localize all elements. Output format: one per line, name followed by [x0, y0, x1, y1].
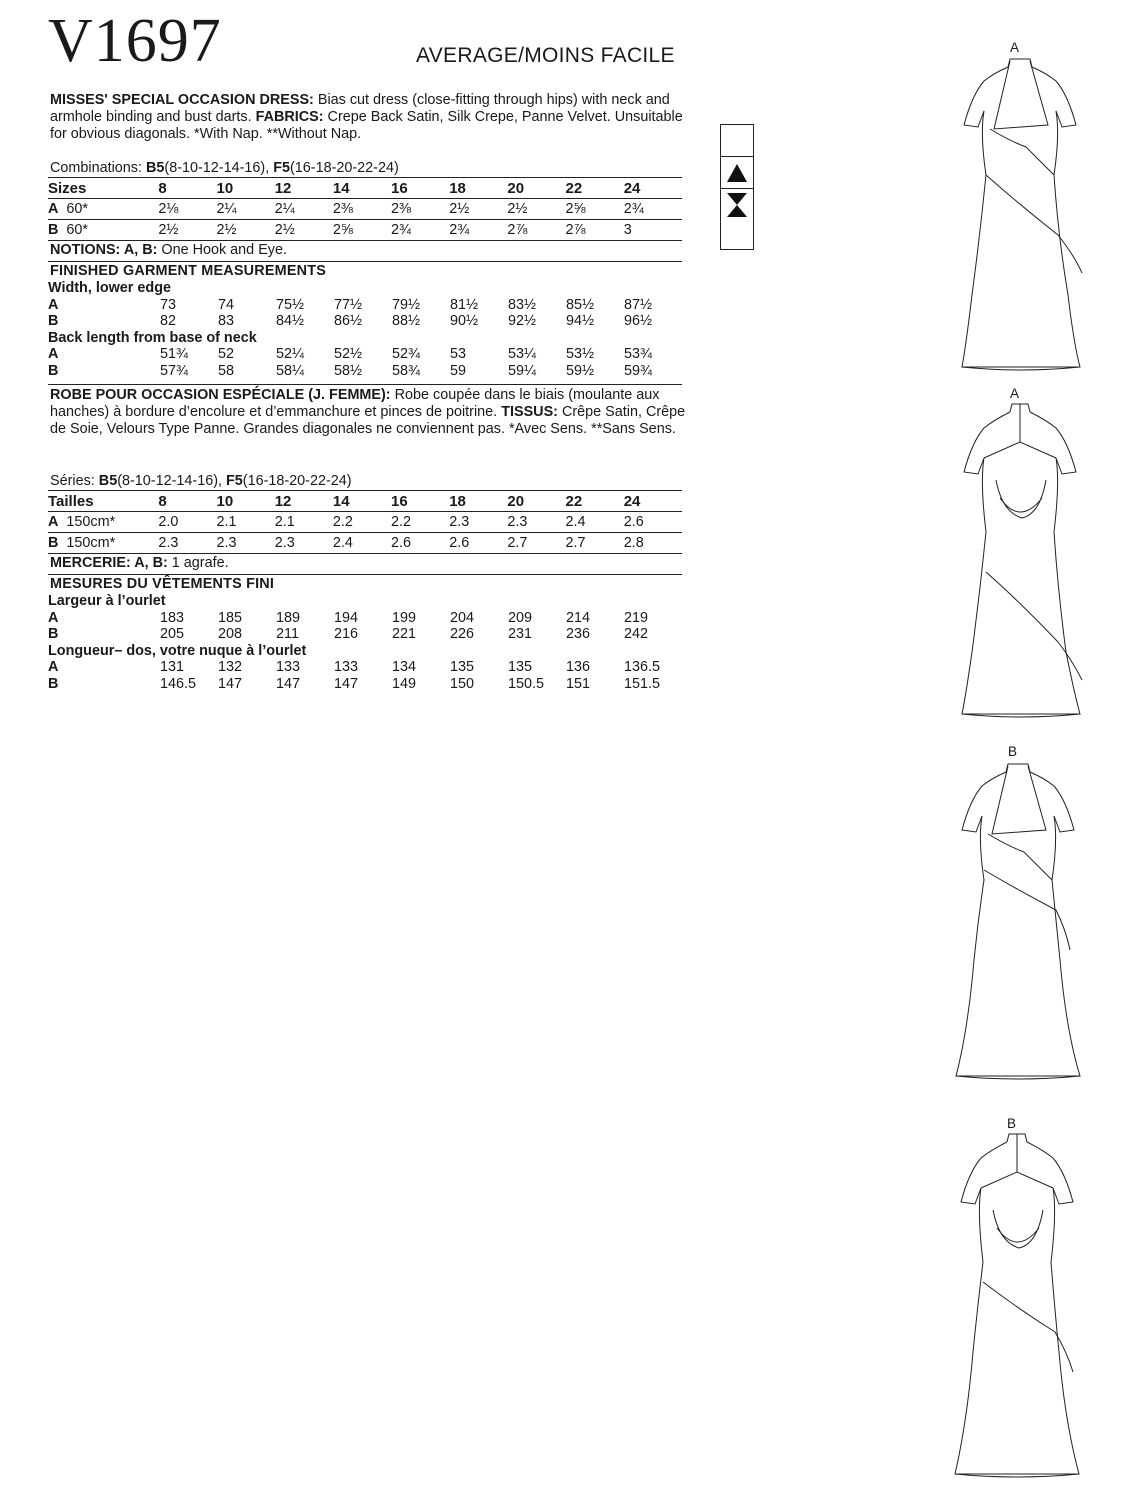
nap-symbol-with-nap [721, 157, 753, 189]
measure-cell: 149 [392, 675, 417, 692]
measure-cell: 86½ [334, 313, 363, 329]
divider [48, 574, 682, 575]
measure-cell: 79½ [392, 296, 421, 313]
combo-f5: F5 [273, 160, 290, 176]
size-header-cell: 24 [624, 491, 682, 512]
yardage-cell: 2¾ [449, 220, 507, 241]
yardage-row-a [48, 199, 682, 220]
notions-body: 1 agrafe. [167, 555, 229, 571]
measure-row [48, 626, 682, 643]
measure-cell: 58 [218, 362, 235, 379]
measure-view-label: B [48, 675, 59, 692]
yardage-cell: 2⅝ [333, 220, 391, 241]
measure-row [48, 297, 682, 314]
measure-cell: 208 [218, 626, 243, 642]
measure-view-label: A [48, 346, 59, 362]
triangle-up-icon [726, 162, 748, 184]
measure-cell: 216 [334, 626, 359, 642]
measure-cell: 58¼ [276, 362, 305, 379]
yardage-row-b [48, 533, 682, 554]
yardage-cell: 2⅜ [391, 199, 449, 220]
yardage-cell: 2½ [275, 220, 333, 241]
yardage-cell: 2½ [158, 220, 216, 241]
yardage-cell: 2.3 [275, 533, 333, 554]
measure-cell: 211 [276, 626, 299, 642]
english-notions [50, 242, 287, 258]
yardage-header-row [48, 491, 682, 512]
measure-cell: 82 [160, 313, 177, 329]
size-header-cell: 20 [507, 491, 565, 512]
size-header-cell: 8 [158, 178, 216, 199]
measure-subheader-row [48, 280, 682, 297]
measure-cell: 52¼ [276, 346, 305, 362]
yardage-cell: 2⅞ [507, 220, 565, 241]
measure-cell: 136 [566, 659, 591, 675]
combinations-label: Combinations: [50, 160, 146, 176]
measurements-title: MESURES DU VÊTEMENTS FINI [50, 576, 275, 592]
divider [48, 384, 682, 385]
english-description [50, 92, 690, 143]
yardage-row-a [48, 512, 682, 533]
measure-cell: 132 [218, 659, 243, 675]
difficulty-rating: AVERAGE/MOINS FACILE [416, 44, 675, 67]
fabrics-label: TISSUS: [501, 404, 558, 420]
yardage-header-row [48, 178, 682, 199]
measure-cell: 209 [508, 609, 533, 626]
measure-cell: 231 [508, 626, 533, 642]
dress-b-front-illustration [948, 760, 1088, 1080]
measure-row [48, 313, 682, 330]
notions-body: One Hook and Eye. [157, 242, 287, 258]
combo-f5-range: (16-18-20-22-24) [289, 160, 399, 176]
measure-cell: 58½ [334, 362, 363, 379]
width-lower-edge-label: Largeur à l’ourlet [48, 593, 166, 609]
fabric-width: 150cm* [66, 514, 116, 530]
measure-cell: 135 [450, 659, 475, 675]
size-header-cell: 16 [391, 491, 449, 512]
notions-label: MERCERIE: A, B: [50, 555, 168, 571]
measure-view-label: A [48, 296, 59, 313]
size-header-cell: 22 [566, 491, 624, 512]
size-header-cell: 12 [275, 491, 333, 512]
yardage-row-b [48, 220, 682, 241]
measure-cell: 199 [392, 609, 417, 626]
yardage-cell: 2.2 [333, 512, 391, 533]
fabric-width: 150cm* [66, 535, 116, 551]
yardage-cell: 2.4 [566, 512, 624, 533]
measure-cell: 53½ [566, 346, 595, 362]
yardage-cell: 2.6 [391, 533, 449, 554]
yardage-cell: 2.3 [217, 533, 275, 554]
dress-b-back-illustration [947, 1132, 1087, 1482]
english-yardage-table [48, 177, 682, 241]
french-measurements-table [48, 593, 682, 692]
fabrics-body: Crêpe Satin, Crêpe de Soie, Velours Type Panne. Grandes diagonales ne conviennent pas. *Avec Sens. **Sans Sens. [50, 404, 686, 437]
measure-cell: 83½ [508, 296, 537, 313]
measure-cell: 135 [508, 659, 533, 675]
size-header-cell: 18 [449, 178, 507, 199]
english-combinations [50, 160, 399, 176]
yardage-cell: 2.1 [217, 512, 275, 533]
measure-cell: 134 [392, 659, 417, 675]
measure-cell: 219 [624, 609, 649, 626]
description-title: MISSES' SPECIAL OCCASION DRESS: [50, 92, 314, 108]
yardage-cell: 2⅝ [566, 199, 624, 220]
measure-cell: 87½ [624, 296, 653, 313]
yardage-cell: 2.1 [275, 512, 333, 533]
description-body: Robe coupée dans le biais (moulante aux hanches) à bordure d’encolure et d’emmanchure et pinces de poitrine. [50, 387, 660, 420]
size-header-cell: 12 [275, 178, 333, 199]
measure-cell: 147 [276, 675, 301, 692]
sizes-header-label: Sizes [48, 178, 158, 199]
measure-cell: 74 [218, 296, 235, 313]
yardage-view-label [48, 533, 158, 554]
measure-cell: 58¾ [392, 362, 421, 379]
measure-view-label: B [48, 362, 59, 379]
size-header-cell: 18 [449, 491, 507, 512]
measure-cell: 214 [566, 609, 591, 626]
measure-cell: 59¼ [508, 362, 537, 379]
measure-cell: 204 [450, 609, 475, 626]
dress-a-front-illustration [950, 55, 1090, 375]
yardage-cell: 2.7 [566, 533, 624, 554]
measure-cell: 131 [160, 659, 185, 675]
measure-cell: 51¾ [160, 346, 189, 362]
measure-row [48, 346, 682, 363]
measure-cell: 90½ [450, 313, 479, 329]
yardage-cell: 2⅜ [333, 199, 391, 220]
view-label-b-front: B [1008, 744, 1018, 759]
yardage-cell: 2.6 [624, 512, 682, 533]
measure-subheader-row [48, 643, 682, 660]
pattern-number: V1697 [48, 7, 222, 75]
yardage-cell: 2¼ [275, 199, 333, 220]
measure-cell: 205 [160, 626, 185, 642]
measure-cell: 96½ [624, 313, 653, 329]
combo-b5: B5 [146, 160, 165, 176]
combo-b5-range: (8-10-12-14-16), [164, 160, 274, 176]
yardage-cell: 2⅛ [158, 199, 216, 220]
measure-cell: 194 [334, 609, 359, 626]
measure-cell: 83 [218, 313, 235, 329]
sizes-header-label: Tailles [48, 491, 158, 512]
measure-cell: 185 [218, 609, 243, 626]
yardage-cell: 2⅞ [566, 220, 624, 241]
measure-cell: 59 [450, 362, 467, 379]
french-notions [50, 555, 229, 571]
measure-view-label: B [48, 626, 59, 642]
measure-row [48, 676, 682, 693]
back-length-label: Back length from base of neck [48, 329, 257, 346]
combo-f5-range: (16-18-20-22-24) [242, 473, 352, 489]
measure-subheader-row [48, 593, 682, 610]
measure-cell: 57¾ [160, 362, 189, 379]
measure-cell: 81½ [450, 296, 479, 313]
fabrics-label: FABRICS: [255, 109, 324, 125]
fabric-width: 60* [66, 201, 89, 217]
yardage-cell: 2¼ [217, 199, 275, 220]
view-letter: B [48, 535, 59, 551]
nap-symbol-legend [720, 124, 754, 250]
french-description [50, 387, 690, 438]
width-lower-edge-label: Width, lower edge [48, 280, 171, 296]
size-header-cell: 20 [507, 178, 565, 199]
measure-cell: 151.5 [624, 675, 661, 692]
measure-cell: 221 [392, 626, 417, 642]
english-measurements-table [48, 280, 682, 379]
combo-b5-range: (8-10-12-14-16), [117, 473, 226, 489]
combo-f5: F5 [225, 473, 243, 489]
yardage-cell: 2.6 [449, 533, 507, 554]
measure-view-label: A [48, 659, 59, 675]
measure-cell: 147 [334, 675, 359, 692]
fabric-width: 60* [66, 222, 89, 238]
measure-cell: 92½ [508, 313, 537, 329]
yardage-cell: 2.3 [507, 512, 565, 533]
measure-cell: 189 [276, 609, 301, 626]
measure-cell: 236 [566, 626, 591, 642]
measure-cell: 75½ [276, 296, 305, 313]
nap-symbol-without-nap [721, 189, 753, 220]
measure-cell: 52 [218, 346, 235, 362]
measure-cell: 136.5 [624, 659, 661, 675]
size-header-cell: 10 [217, 178, 275, 199]
french-combinations [50, 473, 352, 489]
yardage-cell: 2.3 [158, 533, 216, 554]
combo-b5: B5 [98, 473, 118, 489]
yardage-cell: 2.0 [158, 512, 216, 533]
divider [48, 261, 682, 262]
yardage-view-label [48, 199, 158, 220]
measure-cell: 77½ [334, 296, 363, 313]
view-letter: A [48, 514, 59, 530]
measure-view-label: A [48, 609, 59, 626]
measure-cell: 53 [450, 346, 467, 362]
yardage-cell: 2.4 [333, 533, 391, 554]
measure-cell: 85½ [566, 296, 595, 313]
measure-cell: 88½ [392, 313, 421, 329]
measure-cell: 150 [450, 675, 475, 692]
measure-cell: 226 [450, 626, 475, 642]
yardage-cell: 2¾ [391, 220, 449, 241]
size-header-cell: 16 [391, 178, 449, 199]
measure-cell: 151 [566, 675, 591, 692]
measure-cell: 147 [218, 675, 243, 692]
view-letter: B [48, 222, 59, 238]
size-header-cell: 8 [158, 491, 216, 512]
view-label-a-back: A [1010, 386, 1020, 401]
size-header-cell: 10 [217, 491, 275, 512]
measure-cell: 94½ [566, 313, 595, 329]
yardage-cell: 3 [624, 220, 682, 241]
description-body: Bias cut dress (close-fitting through hips) with neck and armhole binding and bust darts. [50, 92, 670, 125]
measure-cell: 133 [276, 659, 301, 675]
measure-cell: 59¾ [624, 362, 653, 379]
size-header-cell: 14 [333, 491, 391, 512]
fabrics-body: Crepe Back Satin, Silk Crepe, Panne Velvet. Unsuitable for obvious diagonals. *With Nap. **Without Nap. [50, 109, 683, 142]
measure-cell: 183 [160, 609, 185, 626]
measure-row [48, 659, 682, 676]
measure-cell: 133 [334, 659, 359, 675]
yardage-cell: 2.3 [449, 512, 507, 533]
measure-cell: 242 [624, 626, 649, 642]
measure-view-label: B [48, 313, 59, 329]
notions-label: NOTIONS: A, B: [50, 242, 158, 258]
measure-row [48, 363, 682, 380]
view-label-b-back: B [1007, 1116, 1017, 1131]
measure-cell: 73 [160, 296, 177, 313]
nap-symbol-blank [721, 125, 753, 157]
description-title: ROBE POUR OCCASION ESPÉCIALE (J. FEMME): [50, 387, 391, 403]
dress-a-back-illustration [950, 402, 1090, 722]
measure-cell: 53¼ [508, 346, 537, 362]
view-letter: A [48, 201, 59, 217]
measure-row [48, 610, 682, 627]
size-header-cell: 22 [566, 178, 624, 199]
back-length-label: Longueur– dos, votre nuque à l’ourlet [48, 642, 307, 659]
measure-cell: 150.5 [508, 675, 545, 692]
yardage-view-label [48, 512, 158, 533]
french-yardage-table [48, 490, 682, 554]
size-header-cell: 24 [624, 178, 682, 199]
measure-cell: 84½ [276, 313, 305, 329]
combinations-label: Séries: [50, 473, 99, 489]
yardage-cell: 2½ [449, 199, 507, 220]
measurements-title: FINISHED GARMENT MEASUREMENTS [50, 263, 327, 279]
measure-cell: 52½ [334, 346, 363, 362]
view-label-a-front: A [1010, 40, 1020, 55]
yardage-cell: 2.8 [624, 533, 682, 554]
hourglass-icon [726, 192, 748, 218]
measure-subheader-row [48, 330, 682, 347]
measure-cell: 59½ [566, 362, 595, 379]
size-header-cell: 14 [333, 178, 391, 199]
yardage-cell: 2.2 [391, 512, 449, 533]
yardage-cell: 2¾ [624, 199, 682, 220]
yardage-cell: 2½ [217, 220, 275, 241]
yardage-view-label [48, 220, 158, 241]
measure-cell: 52¾ [392, 346, 421, 362]
yardage-cell: 2.7 [507, 533, 565, 554]
measure-cell: 53¾ [624, 346, 653, 362]
yardage-cell: 2½ [507, 199, 565, 220]
measure-cell: 146.5 [160, 675, 197, 692]
